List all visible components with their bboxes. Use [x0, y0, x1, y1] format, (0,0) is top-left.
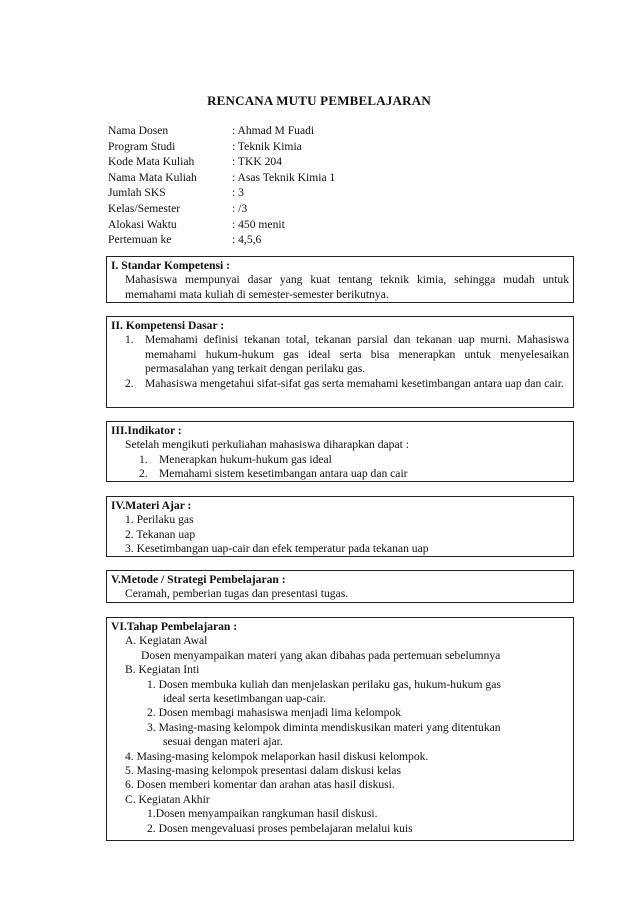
item-text: Memahami sistem kesetimbangan antara uap dan cair — [159, 467, 408, 481]
section-heading: III.Indikator : — [111, 424, 182, 437]
info-value: : Ahmad M Fuadi — [232, 124, 315, 137]
info-value: : TKK 204 — [232, 155, 283, 169]
section-text: Ceramah, pemberian tugas dan presentasi tugas. — [125, 587, 349, 601]
list-item: 5. Masing-masing kelompok presentasi dalam diskusi kelas — [125, 764, 401, 778]
section-metode — [106, 570, 574, 603]
section-tahap-pembelajaran — [106, 617, 574, 841]
section-materi-ajar — [106, 496, 574, 557]
section-text: Dosen menyampaikan materi yang akan dibahas pada pertemuan sebelumnya — [141, 648, 501, 662]
info-label: Alokasi Waktu — [108, 217, 177, 231]
list-item: 3. Masing-masing kelompok diminta mendiskusikan materi yang ditentukan — [147, 720, 501, 734]
list-item — [111, 467, 569, 481]
subsection-kegiatan-akhir: C. Kegiatan Akhir — [125, 792, 210, 806]
info-value: : Teknik Kimia — [232, 139, 302, 153]
section-text: Setelah mengikuti perkuliahan mahasiswa diharapkan dapat : — [125, 438, 409, 452]
info-row-program-studi — [108, 140, 335, 156]
section-text: Mahasiswa mempunyai dasar yang kuat tentang teknik kimia, sehingga mudah untuk memahami mata kuliah di semester-semester berikutnya. — [125, 273, 569, 301]
info-row-alokasi — [108, 218, 335, 234]
info-row-sks — [108, 186, 335, 202]
item-text: Mahasiswa mengetahui sifat-sifat gas serta memahami kesetimbangan antara uap dan cair. — [145, 376, 564, 390]
list-item: 2. Dosen membagi mahasiswa menjadi lima kelompok — [147, 706, 402, 720]
list-item: 1. Dosen membuka kuliah dan menjelaskan perilaku gas, hukum-hukum gas — [147, 677, 501, 691]
list-item: 3. Kesetimbangan uap-cair dan efek temperatur pada tekanan uap — [125, 542, 429, 556]
page-title: RENCANA MUTU PEMBELAJARAN — [207, 93, 431, 108]
info-label: Jumlah SKS — [108, 186, 166, 200]
info-row-kelas — [108, 202, 335, 218]
item-number: 2. — [139, 467, 148, 481]
item-number: 1. — [125, 333, 134, 347]
list-item-continued: sesuai dengan materi ajar. — [163, 735, 283, 749]
section-heading: I. Standar Kompetensi : — [111, 259, 230, 272]
info-value: : Asas Teknik Kimia 1 — [232, 170, 336, 184]
info-label: Nama Dosen — [108, 124, 169, 137]
item-text: Menerapkan hukum-hukum gas ideal — [159, 452, 332, 466]
info-row-nama-mk — [108, 171, 335, 187]
list-item: 1.Dosen menyampaikan rangkuman hasil diskusi. — [147, 807, 378, 821]
list-item-continued: ideal serta kesetimbangan uap-cair. — [163, 692, 326, 706]
info-label: Kelas/Semester — [108, 201, 181, 215]
subsection-kegiatan-awal: A. Kegiatan Awal — [125, 634, 208, 648]
info-value: : /3 — [232, 201, 248, 215]
item-number: 2. — [125, 376, 134, 390]
section-heading: II. Kompetensi Dasar : — [111, 319, 225, 332]
item-number: 1. — [139, 452, 148, 466]
list-item — [111, 377, 569, 391]
item-text: Memahami definisi tekanan total, tekanan parsial dan tekanan uap murni. Mahasiswa memahami hukum-hukum gas ideal serta bisa menerapkan untuk menyelesaikan permasalahan yang terkait dengan perilaku gas. — [145, 333, 569, 376]
section-heading: V.Metode / Strategi Pembelajaran : — [111, 573, 286, 586]
list-item: 6. Dosen memberi komentar dan arahan atas hasil diskusi. — [125, 778, 395, 792]
list-item: 1. Perilaku gas — [125, 513, 194, 527]
info-value: : 3 — [232, 186, 244, 200]
course-info — [108, 124, 335, 249]
section-heading: VI.Tahap Pembelajaran : — [111, 620, 238, 633]
list-item: 2. Tekanan uap — [125, 527, 196, 541]
info-label: Kode Mata Kuliah — [108, 155, 195, 169]
subsection-kegiatan-inti: B. Kegiatan Inti — [125, 663, 200, 677]
info-label: Nama Mata Kuliah — [108, 170, 197, 184]
info-label: Pertemuan ke — [108, 233, 172, 247]
section-kompetensi-dasar — [106, 316, 574, 408]
info-row-pertemuan — [108, 233, 335, 249]
info-label: Program Studi — [108, 139, 176, 153]
list-item: 2. Dosen mengevaluasi proses pembelajaran melalui kuis — [147, 821, 413, 835]
section-heading: IV.Materi Ajar : — [111, 499, 192, 512]
info-value: : 4,5,6 — [232, 233, 262, 247]
section-standar-kompetensi — [106, 256, 574, 303]
info-row-kode-mk — [108, 155, 335, 171]
list-item — [111, 453, 569, 467]
list-item — [111, 333, 569, 376]
list-item: 4. Masing-masing kelompok melaporkan hasil diskusi kelompok. — [125, 749, 429, 763]
info-value: : 450 menit — [232, 217, 285, 231]
section-indikator — [106, 421, 574, 482]
info-row-nama-dosen — [108, 124, 335, 140]
